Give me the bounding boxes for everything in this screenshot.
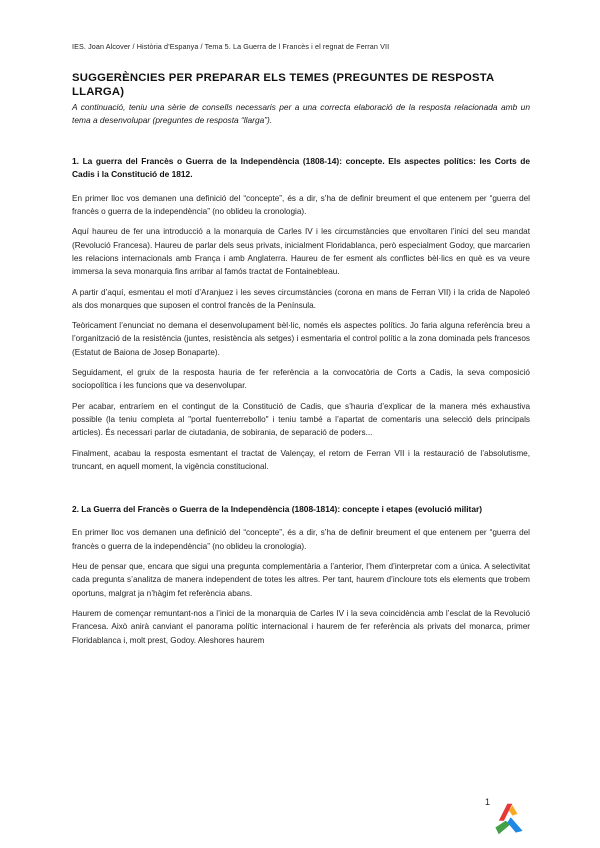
- document-title: SUGGERÈNCIES PER PREPARAR ELS TEMES (PREGUNTES DE RESPOSTA LLARGA): [72, 72, 494, 98]
- question-1-section: [72, 155, 530, 473]
- running-header: IES. Joan Alcover / Història d’Espanya / Tema 5. La Guerra de l Francès i el regnat de Ferran VII: [72, 42, 390, 51]
- document-intro: A continuació, teniu una sèrie de consells necessaris per a una correcta elaboració de la resposta relacionada amb un tema a desenvolupar (preguntes de resposta “llarga”).: [72, 102, 530, 125]
- paragraph: Seguidament, el gruix de la resposta hauria de fer referència a la convocatòria de Corts a Cadis, la seva composició sociopolítica i les funcions que va desenvolupar.: [72, 368, 530, 391]
- paragraph: A partir d’aquí, esmentau el motí d’Aranjuez i les seves circumstàncies (corona en mans de Ferran VII) i la crida de Napoleó als dos monarques que suposen el control francès de la Península.: [72, 287, 530, 310]
- paragraph: Per acabar, entraríem en el contingut de la Constitució de Cadis, que s’hauria d’explicar de la manera més exhaustiva possible (la teniu completa al "portal fuenterrebollo" i teniu també a l’apartat de comentaris una selecció dels principals articles). És necessari parlar de ciutadania, de sobirania, de separació de poders...: [72, 401, 530, 438]
- paragraph: Finalment, acabau la resposta esmentant el tractat de Valençay, el retorn de Ferran VII i la restauració de l’absolutisme, truncant, en aquell moment, la vigència constitucional.: [72, 448, 530, 471]
- school-logo-icon: [492, 802, 526, 836]
- question-2-heading: 2. La Guerra del Francès o Guerra de la Independència (1808-1814): concepte i etapes (evolució militar): [72, 504, 483, 515]
- paragraph: En primer lloc vos demanen una definició del “concepte”, és a dir, s’ha de definir breument el que entenem per “guerra del francès o guerra de la independència” (no oblideu la cronologia).: [72, 193, 530, 217]
- logo-shape-blue: [507, 817, 522, 832]
- paragraph: Heu de pensar que, encara que sigui una pregunta complementària a l’anterior, l’hem d’interpretar com a única. A selectivitat cada pregunta s’analitza de manera independent de totes les altres. Per tant, haurem d’incloure tots els elements que trobem oportuns, malgrat ja n’hàgim fet referència abans.: [72, 562, 530, 598]
- document-body: [72, 72, 530, 647]
- paragraph: En primer lloc vos demanen una definició del “concepte”, és a dir, s’ha de definir breument el que entenem per “guerra del francès o guerra de la independència” (no oblideu la cronologia).: [72, 528, 530, 551]
- paragraph: Teòricament l’enunciat no demana el desenvolupament bèl·lic, només els aspectes polítics. Jo faria alguna referència breu a l’organització de la resistència (juntes, resistència als setges) i esmentaria el control polític a la zona dominada pels francesos (Estatut de Baiona de Josep Bonaparte).: [72, 321, 530, 357]
- question-2-section: [72, 503, 530, 647]
- question-1-heading: 1. La guerra del Francès o Guerra de la Independència (1808-14): concepte. Els aspectes polítics: les Corts de Cadis i la Constitució de 1812.: [72, 156, 530, 180]
- page-number: 1: [485, 797, 491, 807]
- paragraph: Haurem de començar remuntant-nos a l’inici de la monarquia de Carles IV i la seva coincidència amb l’esclat de la Revolució Francesa. Això anirà canviant el panorama polític internacional i haurem de fer referència als privats del monarca, primer Floridablanca i, molt prest, Godoy. Aleshores haurem: [72, 608, 530, 645]
- paragraph: Aquí haureu de fer una introducció a la monarquia de Carles IV i les circumstàncies que envoltaren l’inici del seu mandat (Revolució Francesa). Haureu de parlar dels seus privats, inicialment Floridablanca, però especialment Godoy, que marcarien les relacions internacionals amb França i amb Anglaterra. Haureu de fer esment als conflictes bèl·lics en què es va veure immersa la seva monarquia fins arribar al famós tractat de Fontainebleau.: [72, 227, 530, 277]
